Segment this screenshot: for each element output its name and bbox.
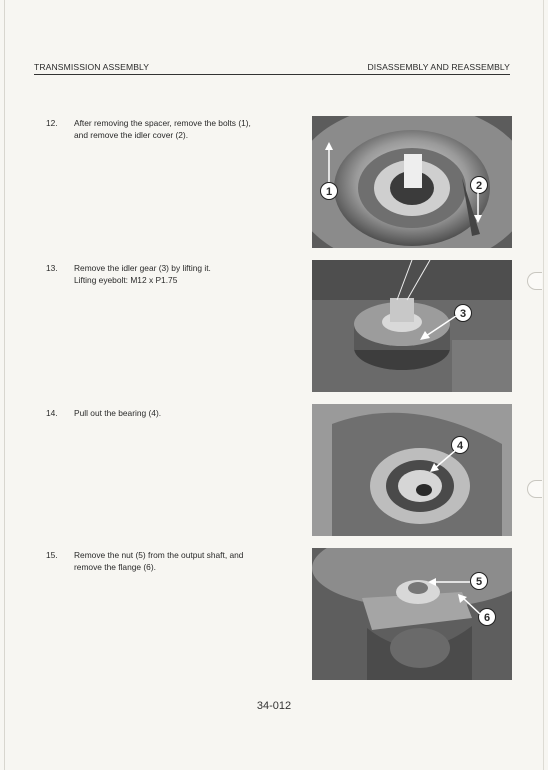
callout-6: 6 [478,608,496,626]
callout-3: 3 [454,304,472,322]
step-line: After removing the spacer, remove the bolts (1), [74,118,251,128]
step-line: Lifting eyebolt: M12 x P1.75 [74,275,178,286]
step-text [74,262,284,287]
callout-5: 5 [470,572,488,590]
callout-2: 2 [470,176,488,194]
binder-hole [527,272,542,290]
page-header [34,58,510,75]
arrow-icon [324,142,334,182]
page-number: 34-012 [256,700,292,712]
binder-hole [527,480,542,498]
arrow-icon [430,450,456,472]
callout-1: 1 [320,182,338,200]
step-text [74,407,284,419]
step-line: and remove the idler cover (2). [74,130,189,141]
photo-bearing [312,404,512,536]
arrow-icon [473,193,483,223]
arrow-icon [420,316,456,340]
step-line: remove the flange (6). [74,562,156,573]
page-edge [543,0,544,770]
step-number: 13. [46,263,58,273]
section-title: TRANSMISSION ASSEMBLY [34,62,150,72]
step-text [74,117,284,142]
step-text [74,549,284,574]
step-number: 15. [46,550,58,560]
photo-output-flange [312,548,512,680]
step-line: Remove the nut (5) from the output shaft, and [74,550,244,560]
step-line: Remove the idler gear (3) by lifting it. [74,263,211,273]
step-number: 14. [46,408,58,418]
step-number: 12. [46,118,58,128]
photo-idler-cover [312,116,512,248]
arrow-icon [458,594,480,614]
callout-4: 4 [451,436,469,454]
arrow-icon [428,577,470,587]
page-edge [4,0,5,770]
photo-idler-gear [312,260,512,392]
chapter-title: DISASSEMBLY AND REASSEMBLY [367,62,510,72]
step-line: Pull out the bearing (4). [74,408,162,418]
